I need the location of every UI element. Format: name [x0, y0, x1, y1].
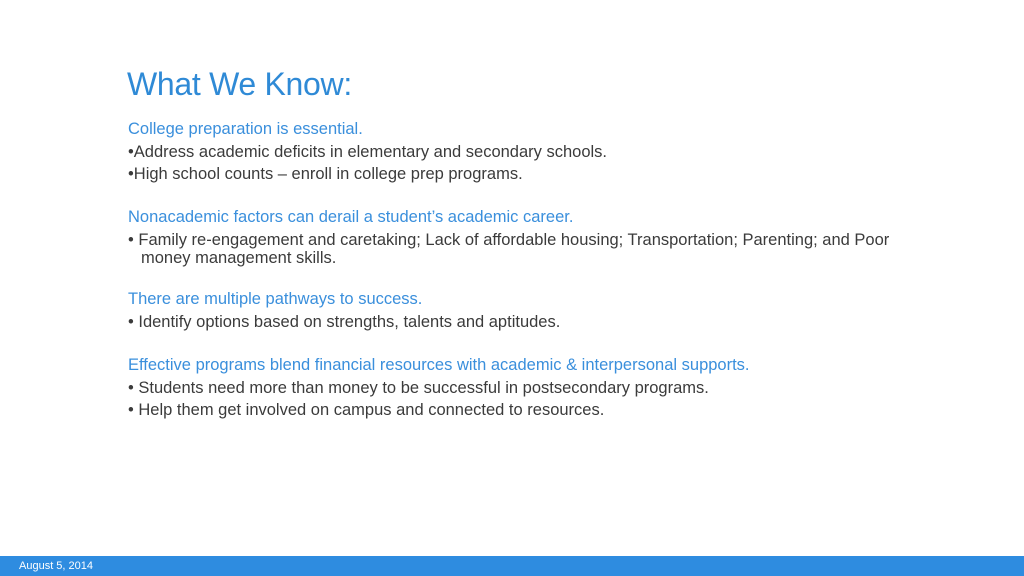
- bullet-item: • Identify options based on strengths, talents and aptitudes.: [128, 313, 561, 331]
- footer-date: August 5, 2014: [19, 560, 94, 572]
- section-heading-effective-programs: Effective programs blend financial resources with academic & interpersonal supports.: [128, 356, 750, 374]
- footer-bar: [0, 556, 1024, 576]
- bullet-item: •Address academic deficits in elementary and secondary schools.: [128, 143, 608, 161]
- bullet-item: • Students need more than money to be successful in postsecondary programs.: [128, 379, 709, 397]
- slide-content: [128, 118, 908, 421]
- section-heading-pathways: There are multiple pathways to success.: [128, 290, 423, 308]
- section-heading-nonacademic: Nonacademic factors can derail a student’s academic career.: [128, 208, 574, 226]
- bullet-item: • Family re-engagement and caretaking; Lack of affordable housing; Transportation; Parenting; and Poor money management skills.: [128, 231, 890, 267]
- bullet-item: • Help them get involved on campus and connected to resources.: [128, 401, 605, 419]
- bullet-item: •High school counts – enroll in college prep programs.: [128, 165, 523, 183]
- section-heading-college-prep: College preparation is essential.: [128, 120, 363, 138]
- slide-title: What We Know:: [127, 66, 352, 102]
